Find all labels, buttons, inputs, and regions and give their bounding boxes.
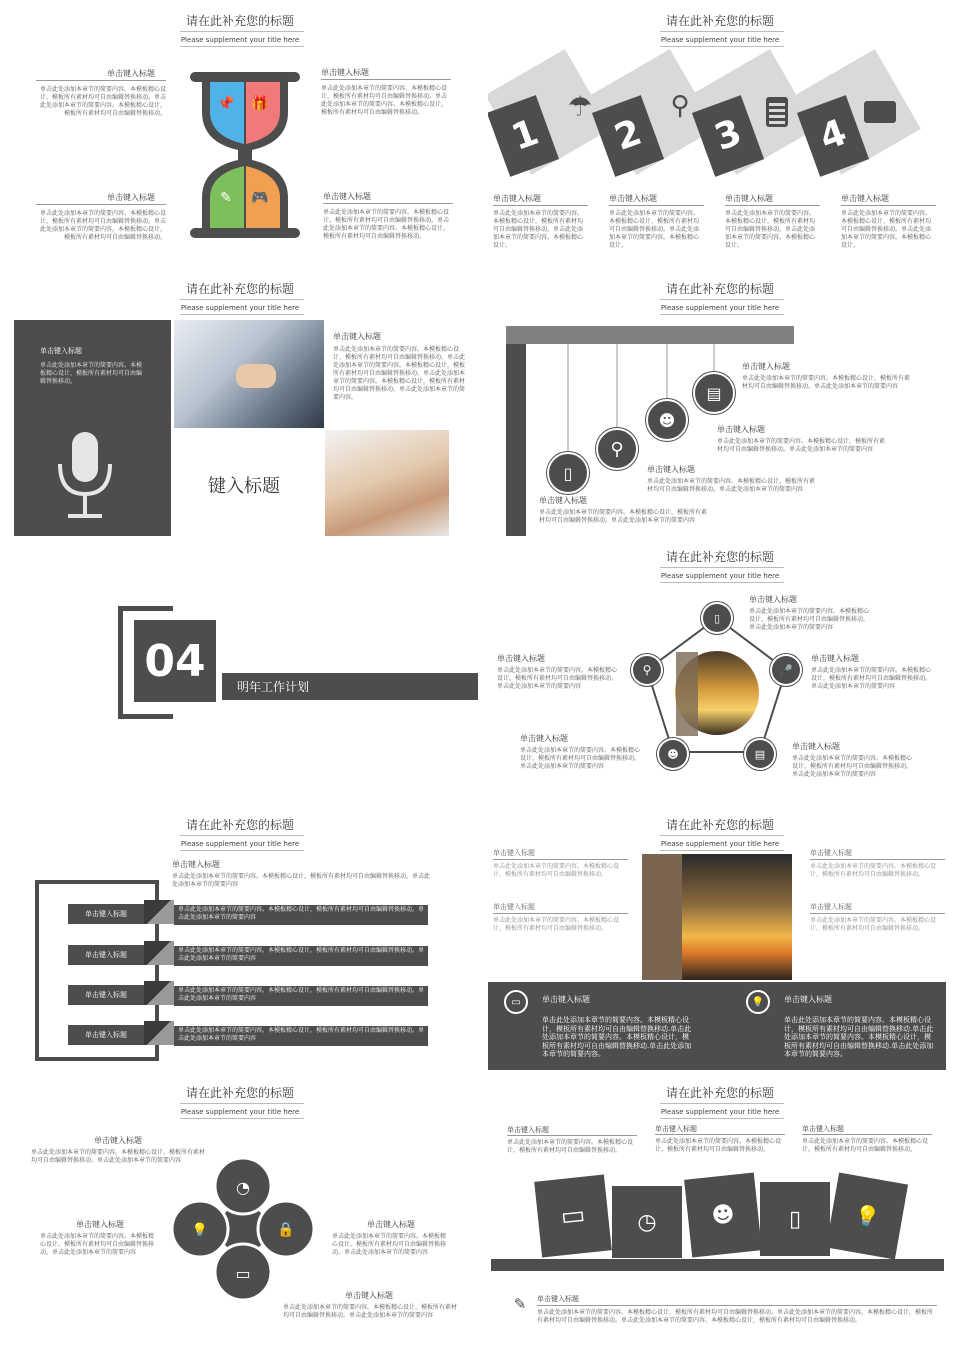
divider bbox=[802, 1134, 932, 1135]
umbrella-icon: ☂ bbox=[567, 89, 593, 123]
item-heading: 单击键入标题 bbox=[507, 1126, 549, 1134]
item-text: 单击此处添加本章节的简要内容。本模板精心设计，模板所有素材均可自由编辑替换移动。 bbox=[802, 1138, 929, 1153]
slide-subtitle: Please supplement your title here bbox=[180, 304, 300, 312]
clock-icon: ◷ bbox=[637, 1209, 657, 1235]
item-text: 单击此处添加本章节的简要内容。本模板精心设计，模板所有素材均可自由编辑替换移动。单击此处添加本章节的简要内容。本模板精心设计，模板所有素材均可自由编辑替换移动。 bbox=[39, 86, 166, 117]
handshake-photo-detail bbox=[236, 364, 276, 388]
divider bbox=[180, 31, 304, 32]
section-number: 04 bbox=[144, 635, 206, 687]
item-text: 单击此处添加本章节的简要内容。本模板精心设计，模板所有素材均可自由编辑替换移动。单击此处添加本章节的简要内容 bbox=[647, 478, 816, 493]
slide-tilted-tiles bbox=[480, 1072, 960, 1352]
item-heading: 单击键入标题 bbox=[655, 1125, 697, 1133]
row-text: 单击此处添加本章节的简要内容。本模板精心设计，模板所有素材均可自由编辑替换移动。单击此处添加本章节的简要内容 bbox=[178, 947, 425, 962]
monitor-icon: ▭ bbox=[559, 1199, 587, 1233]
item-heading: 单击键入标题 bbox=[94, 1136, 142, 1145]
slide-title: 请在此补充您的标题 bbox=[665, 550, 774, 564]
ribbon-fold bbox=[144, 900, 174, 924]
slide-subtitle: Please supplement your title here bbox=[660, 304, 780, 312]
pin-icon: 📌 bbox=[217, 96, 235, 112]
document-icon: ▤ bbox=[693, 372, 735, 414]
item-text: 单击此处添加本章节的简要内容。本模板精心设计，模板所有素材均可自由编辑替换移动。 bbox=[493, 863, 620, 878]
item-text: 单击此处添加本章节的简要内容。本模板精心设计，模板所有素材均可自由编辑替换移动。单击此处添加本章节的简要内容 bbox=[497, 667, 618, 690]
edit-icon: ✎ bbox=[513, 1295, 527, 1313]
slide-subtitle: Please supplement your title here bbox=[180, 840, 300, 848]
thumbs-up-photo bbox=[325, 430, 449, 536]
microphone-icon: 🎤 bbox=[772, 656, 800, 684]
slide-ribbon-list bbox=[0, 804, 480, 1072]
item-text: 单击此处添加本章节的简要内容。本模板精心设计，模板所有素材均可自由编辑替换移动。单击此处添加本章节的简要内容 bbox=[40, 1233, 155, 1256]
slide-pentagon bbox=[480, 536, 960, 804]
slide-climber bbox=[480, 804, 960, 1072]
item-heading: 单击键入标题 bbox=[172, 860, 220, 869]
tile-headset bbox=[684, 1173, 762, 1258]
row-text: 单击此处添加本章节的简要内容。本模板精心设计，模板所有素材均可自由编辑替换移动。单击此处添加本章节的简要内容 bbox=[178, 906, 425, 921]
row-text: 单击此处添加本章节的简要内容。本模板精心设计，模板所有素材均可自由编辑替换移动。单击此处添加本章节的简要内容 bbox=[178, 987, 425, 1002]
tile-lightbulb bbox=[826, 1172, 908, 1259]
divider bbox=[493, 913, 628, 914]
item-heading: 单击键入标题 bbox=[537, 1295, 579, 1303]
slide-title: 请在此补充您的标题 bbox=[665, 1086, 774, 1100]
item-heading: 单击键入标题 bbox=[333, 332, 381, 341]
step-number: 4 bbox=[814, 111, 852, 159]
slide-title: 请在此补充您的标题 bbox=[185, 818, 294, 832]
monitor-icon: ▭ bbox=[504, 990, 528, 1014]
briefcase-icon bbox=[862, 94, 898, 130]
panel-text: 单击此处添加本章节的简要内容。本模板精心设计，模板所有素材均可自由编辑替换移动.单击此处添加本章节的简要内容。本模板精心设计，模板所有素材均可自由编辑替换移动.单击此处添加本章节的简要内容。 bbox=[784, 1016, 934, 1058]
item-text: 单击此处添加本章节的简要内容。本模板精心设计，模板所有素材均可自由编辑替换移动。 bbox=[810, 863, 937, 878]
section-label: 明年工作计划 bbox=[237, 680, 310, 694]
divider bbox=[810, 913, 945, 914]
divider bbox=[725, 205, 820, 206]
item-text: 单击此处添加本章节的简要内容。本模板精心设计，模板所有素材均可自由编辑替换移动。单击此处添加本章节的简要内容。本模板精心设计。 bbox=[725, 210, 816, 249]
divider bbox=[180, 314, 304, 315]
hourglass-graphic bbox=[190, 70, 300, 242]
slide-subtitle: Please supplement your title here bbox=[660, 572, 780, 580]
item-heading: 单击键入标题 bbox=[725, 194, 773, 203]
lightbulb-icon: 💡 bbox=[191, 1222, 209, 1238]
item-text: 单击此处添加本章节的简要内容。本模板精心设计，模板所有素材均可自由编辑替换移动。单击此处添加本章节的简要内容。本模板精心设计。 bbox=[493, 210, 584, 249]
slide-four-leaf bbox=[0, 1072, 480, 1340]
panel-heading: 单击键入标题 bbox=[40, 347, 82, 355]
item-heading: 单击键入标题 bbox=[841, 194, 889, 203]
divider bbox=[180, 850, 304, 851]
divider bbox=[841, 205, 936, 206]
tile-monitor bbox=[534, 1175, 612, 1258]
item-text: 单击此处添加本章节的简要内容。本模板精心设计，模板所有素材均可自由编辑替换移动。单击此处添加本章节的简要内容 bbox=[539, 509, 708, 524]
item-text: 单击此处添加本章节的简要内容。本模板精心设计，模板所有素材均可自由编辑替换移动。单击此处添加本章节的简要内容。本模板精心设计。 bbox=[841, 210, 932, 249]
item-heading: 单击键入标题 bbox=[742, 362, 790, 371]
divider bbox=[180, 835, 304, 836]
panel-heading: 单击键入标题 bbox=[542, 995, 590, 1004]
item-text: 单击此处添加本章节的简要内容。本模板精心设计，模板所有素材均可自由编辑替换移动。单击此处添加本章节的简要内容 bbox=[792, 755, 913, 778]
battery-icon bbox=[762, 94, 792, 130]
tile-clock bbox=[612, 1186, 682, 1258]
item-text: 单击此处添加本章节的简要内容。本模板精心设计，模板所有素材均可自由编辑替换移动。单击此处添加本章节的简要内容 bbox=[749, 608, 870, 631]
step-number: 1 bbox=[506, 111, 544, 159]
microphone-icon bbox=[52, 428, 118, 524]
lightbulb-icon: 💡 bbox=[746, 990, 770, 1014]
divider bbox=[180, 1118, 304, 1119]
phone-icon: ▯ bbox=[788, 1206, 802, 1232]
item-heading: 单击键入标题 bbox=[493, 849, 535, 857]
headset-user-icon: ☻ bbox=[659, 740, 687, 768]
divider bbox=[180, 1103, 304, 1104]
panel-heading: 单击键入标题 bbox=[784, 995, 832, 1004]
monitor-icon: ▭ bbox=[235, 1263, 251, 1283]
item-text: 单击此处添加本章节的简要内容。本模板精心设计，模板所有素材均可自由编辑替换移动。单击此处添加本章节的简要内容。本模板精心设计，模板所有素材均可自由编辑替换移动。单击此处添加本章节的简要内容。本模板精心设计，模板所有素材均可自由编辑替换移动。单击此处添加本章节的简要内容。 bbox=[333, 346, 466, 401]
divider bbox=[507, 1135, 637, 1136]
item-heading: 单击键入标题 bbox=[539, 496, 587, 505]
item-text: 单击此处添加本章节的简要内容。本模板精心设计，模板所有素材均可自由编辑替换移动。单击此处添加本章节的简要内容 bbox=[332, 1233, 447, 1256]
slide-title: 请在此补充您的标题 bbox=[665, 14, 774, 28]
item-heading: 单击键入标题 bbox=[321, 68, 369, 77]
phone-icon: ▯ bbox=[703, 604, 731, 632]
slide-title: 请在此补充您的标题 bbox=[665, 282, 774, 296]
big-title: 键入标题 bbox=[208, 476, 280, 497]
headset-user-icon: ☻ bbox=[710, 1201, 736, 1229]
lightbulb-icon: 💡 bbox=[852, 1202, 882, 1230]
gift-icon: 🎁 bbox=[251, 96, 269, 112]
item-heading: 单击键入标题 bbox=[802, 1125, 844, 1133]
slide-subtitle: Please supplement your title here bbox=[660, 1108, 780, 1116]
item-text: 单击此处添加本章节的简要内容。本模板精心设计，模板所有素材均可自由编辑替换移动。 bbox=[810, 917, 937, 932]
search-icon: ⚲ bbox=[670, 91, 690, 121]
slide-subtitle: Please supplement your title here bbox=[180, 1108, 300, 1116]
item-heading: 单击键入标题 bbox=[810, 849, 852, 857]
panel-text: 单击此处添加本章节的简要内容。本模板精心设计，模板所有素材均可自由编辑替换移动。 bbox=[40, 362, 143, 385]
slide-subtitle: Please supplement your title here bbox=[660, 840, 780, 848]
search-icon: ⚲ bbox=[596, 428, 638, 470]
divider bbox=[321, 79, 451, 80]
slide-photos bbox=[0, 268, 480, 536]
item-text: 单击此处添加本章节的简要内容。本模板精心设计，模板所有素材均可自由编辑替换移动。单击此处添加本章节的简要内容。本模板精心设计，模板所有素材均可自由编辑替换移动。 bbox=[39, 210, 166, 241]
item-text: 单击此处添加本章节的简要内容。本模板精心设计，模板所有素材均可自由编辑替换移动。 bbox=[655, 1138, 782, 1153]
climber-rock bbox=[642, 854, 682, 980]
item-text: 单击此处添加本章节的简要内容。本模板精心设计，模板所有素材均可自由编辑替换移动。单击此处添加本章节的简要内容 bbox=[172, 873, 431, 888]
tile-phone bbox=[760, 1182, 830, 1256]
gamepad-icon: 🎮 bbox=[251, 190, 269, 206]
item-heading: 单击键入标题 bbox=[792, 742, 840, 751]
section-number-box bbox=[134, 620, 216, 702]
step-number: 2 bbox=[609, 111, 647, 159]
headset-user-icon: ☻ bbox=[646, 399, 688, 441]
row-text: 单击此处添加本章节的简要内容。本模板精心设计，模板所有素材均可自由编辑替换移动。单击此处添加本章节的简要内容 bbox=[178, 1027, 425, 1042]
base-bar bbox=[491, 1259, 944, 1271]
item-text: 单击此处添加本章节的简要内容。本模板精心设计，模板所有素材均可自由编辑替换移动。单击此处添加本章节的简要内容 bbox=[717, 438, 886, 453]
divider bbox=[660, 835, 784, 836]
item-text: 单击此处添加本章节的简要内容。本模板精心设计，模板所有素材均可自由编辑替换移动。单击此处添加本章节的简要内容 bbox=[31, 1149, 206, 1164]
search-icon: ⚲ bbox=[633, 656, 661, 684]
item-text: 单击此处添加本章节的简要内容。本模板精心设计，模板所有素材均可自由编辑替换移动。单击此处添加本章节的简要内容 bbox=[811, 667, 932, 690]
item-heading: 单击键入标题 bbox=[520, 734, 568, 743]
item-heading: 单击键入标题 bbox=[493, 903, 535, 911]
item-text: 单击此处添加本章节的简要内容。本模板精心设计，模板所有素材均可自由编辑替换移动。单击此处添加本章节的简要内容 bbox=[283, 1304, 458, 1319]
slide-subtitle: Please supplement your title here bbox=[660, 36, 780, 44]
divider bbox=[660, 1103, 784, 1104]
divider bbox=[323, 203, 453, 204]
lock-icon: 🔒 bbox=[277, 1222, 295, 1238]
item-heading: 单击键入标题 bbox=[717, 425, 765, 434]
step-number: 3 bbox=[709, 111, 747, 159]
item-text: 单击此处添加本章节的简要内容。本模板精心设计，模板所有素材均可自由编辑替换移动。单击此处添加本章节的简要内容。本模板精心设计，模板所有素材均可自由编辑替换移动。单击此处添加本章节的简要内容。本模板精心设计，模板所有素材均可自由编辑替换移动。 bbox=[537, 1309, 934, 1324]
row-label: 单击键入标题 bbox=[68, 985, 144, 1005]
item-heading: 单击键入标题 bbox=[107, 193, 155, 202]
item-heading: 单击键入标题 bbox=[497, 654, 545, 663]
slide-pendulum bbox=[480, 268, 960, 536]
row-label: 单击键入标题 bbox=[68, 1025, 144, 1045]
item-heading: 单击键入标题 bbox=[107, 69, 155, 78]
row-label: 单击键入标题 bbox=[68, 904, 144, 924]
document-icon: ▤ bbox=[746, 740, 774, 768]
ribbon-fold bbox=[144, 981, 174, 1005]
divider bbox=[655, 1134, 785, 1135]
slide-numbered-steps bbox=[480, 0, 960, 268]
pie-chart-icon: ◔ bbox=[236, 1177, 250, 1197]
divider bbox=[493, 859, 628, 860]
panel-text: 单击此处添加本章节的简要内容。本模板精心设计，模板所有素材均可自由编辑替换移动.单击此处添加本章节的简要内容。本模板精心设计，模板所有素材均可自由编辑替换移动.单击此处添加本章节的简要内容。 bbox=[542, 1016, 692, 1058]
pencil-icon: ✎ bbox=[220, 190, 232, 206]
slide-subtitle: Please supplement your title here bbox=[180, 36, 300, 44]
item-text: 单击此处添加本章节的简要内容。本模板精心设计，模板所有素材均可自由编辑替换移动。单击此处添加本章节的简要内容 bbox=[520, 747, 641, 770]
item-heading: 单击键入标题 bbox=[749, 595, 797, 604]
item-heading: 单击键入标题 bbox=[647, 465, 695, 474]
divider bbox=[36, 204, 166, 205]
item-text: 单击此处添加本章节的简要内容。本模板精心设计，模板所有素材均可自由编辑替换移动。单击此处添加本章节的简要内容 bbox=[742, 375, 911, 390]
divider bbox=[180, 299, 304, 300]
item-heading: 单击键入标题 bbox=[76, 1220, 124, 1229]
slide-title: 请在此补充您的标题 bbox=[665, 818, 774, 832]
item-heading: 单击键入标题 bbox=[810, 903, 852, 911]
divider bbox=[180, 46, 304, 47]
slide-title: 请在此补充您的标题 bbox=[185, 282, 294, 296]
divider bbox=[660, 31, 784, 32]
item-text: 单击此处添加本章节的简要内容。本模板精心设计，模板所有素材均可自由编辑替换移动。单击此处添加本章节的简要内容。本模板精心设计，模板所有素材均可自由编辑替换移动。 bbox=[321, 85, 448, 116]
item-text: 单击此处添加本章节的简要内容。本模板精心设计，模板所有素材均可自由编辑替换移动。单击此处添加本章节的简要内容。本模板精心设计，模板所有素材均可自由编辑替换移动。 bbox=[323, 209, 450, 240]
item-heading: 单击键入标题 bbox=[811, 654, 859, 663]
divider bbox=[493, 205, 588, 206]
ribbon-fold bbox=[144, 941, 174, 965]
item-text: 单击此处添加本章节的简要内容。本模板精心设计，模板所有素材均可自由编辑替换移动。 bbox=[507, 1139, 634, 1154]
item-heading: 单击键入标题 bbox=[609, 194, 657, 203]
item-heading: 单击键入标题 bbox=[367, 1220, 415, 1229]
slide-hourglass bbox=[0, 0, 480, 268]
slide-section bbox=[0, 536, 480, 804]
row-label: 单击键入标题 bbox=[68, 945, 144, 965]
slide-title: 请在此补充您的标题 bbox=[185, 1086, 294, 1100]
item-text: 单击此处添加本章节的简要内容。本模板精心设计，模板所有素材均可自由编辑替换移动。单击此处添加本章节的简要内容。本模板精心设计。 bbox=[609, 210, 700, 249]
ribbon-fold bbox=[144, 1021, 174, 1045]
divider bbox=[810, 859, 945, 860]
phone-icon: ▯ bbox=[547, 452, 589, 494]
item-heading: 单击键入标题 bbox=[345, 1291, 393, 1300]
slide-title: 请在此补充您的标题 bbox=[185, 14, 294, 28]
divider bbox=[537, 1305, 937, 1306]
divider bbox=[660, 850, 784, 851]
item-heading: 单击键入标题 bbox=[493, 194, 541, 203]
divider bbox=[660, 1118, 784, 1119]
item-heading: 单击键入标题 bbox=[323, 192, 371, 201]
item-text: 单击此处添加本章节的简要内容。本模板精心设计，模板所有素材均可自由编辑替换移动。 bbox=[493, 917, 620, 932]
divider bbox=[609, 205, 704, 206]
divider bbox=[36, 80, 166, 81]
